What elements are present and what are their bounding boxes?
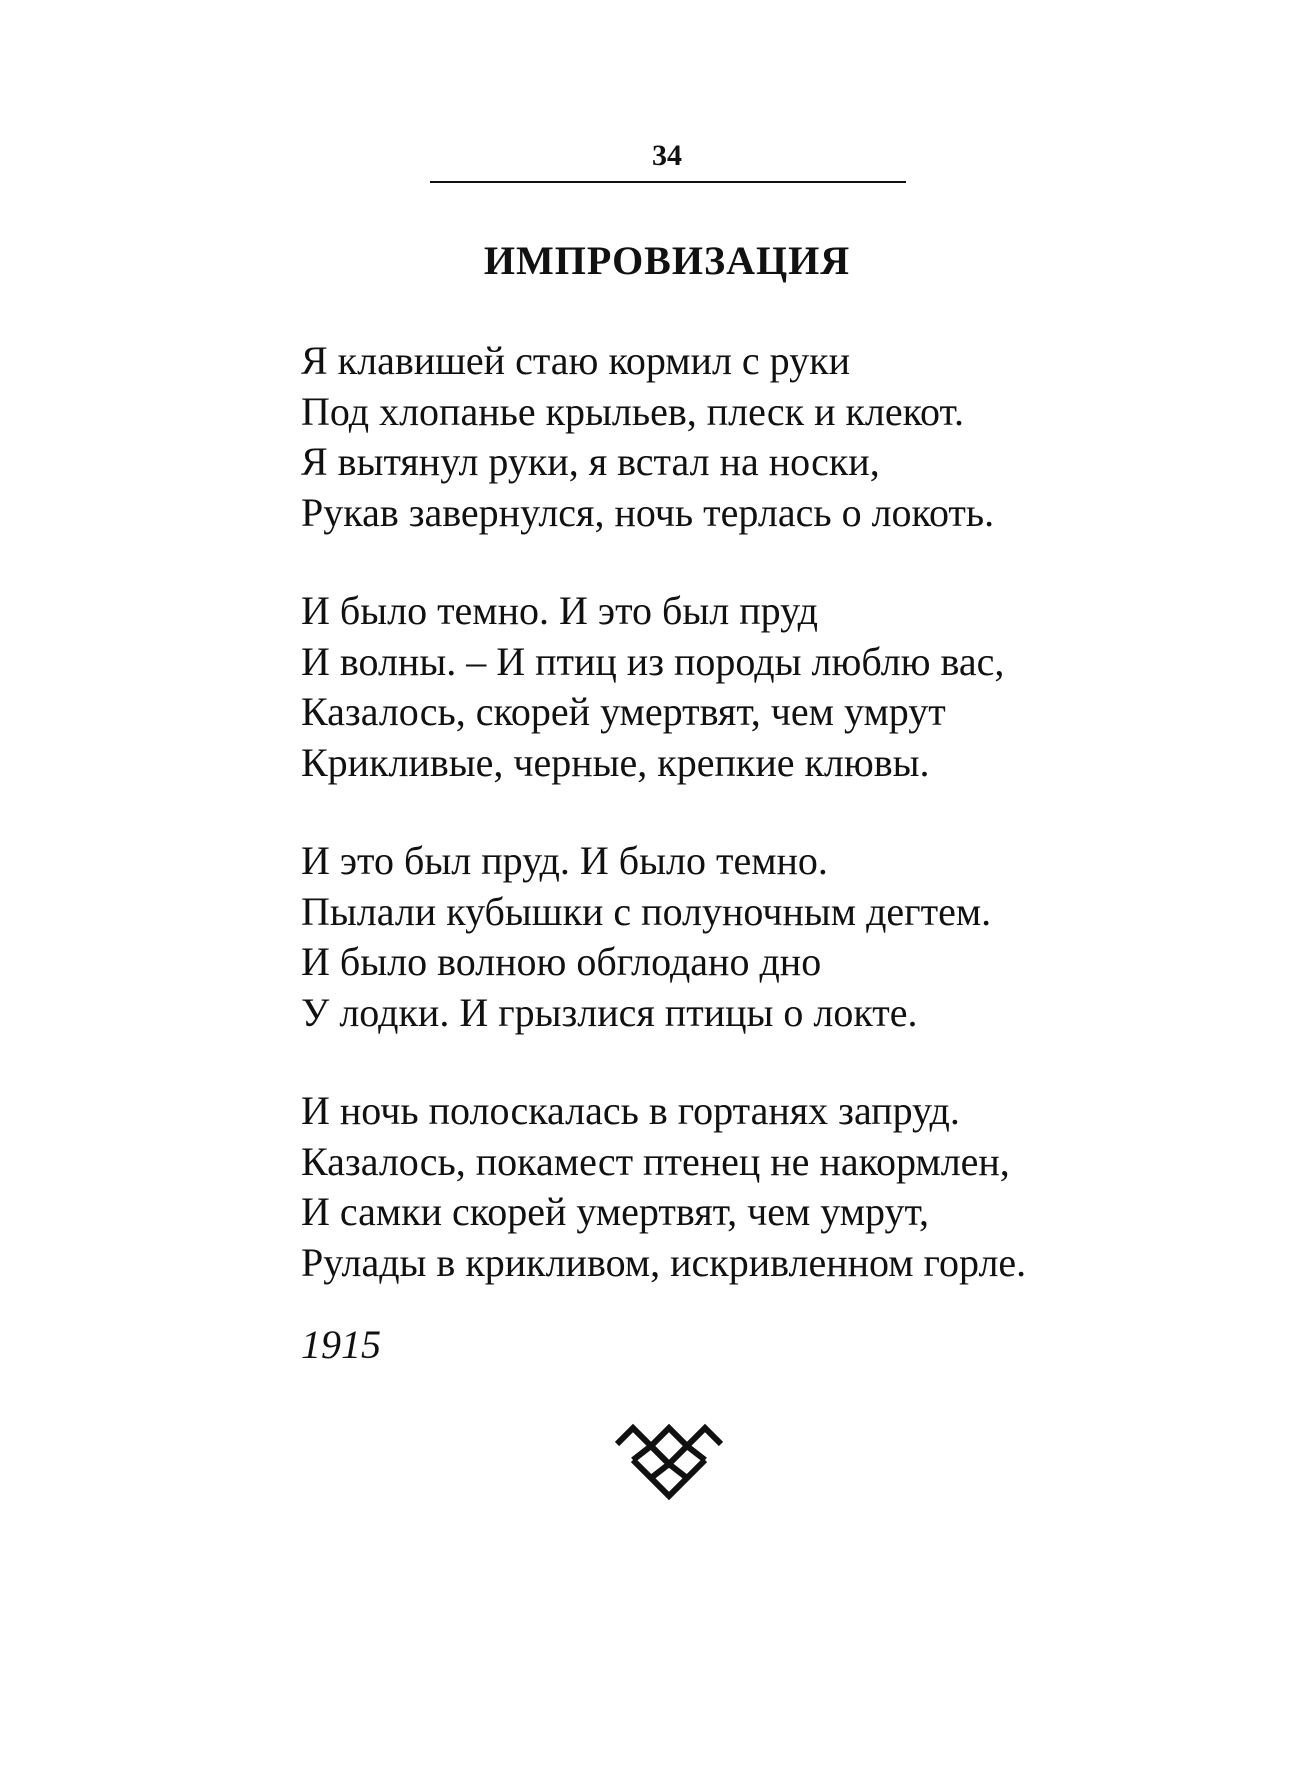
poem-line: Я вытянул руки, я встал на носки,	[301, 439, 880, 484]
stanza-3	[301, 836, 1201, 1038]
poem-body	[301, 336, 1201, 1336]
page-number: 34	[652, 139, 682, 172]
poem-line: Крикливые, черные, крепкие клювы.	[301, 739, 930, 785]
poem-line: Под хлопанье крыльев, плеск и клекот.	[301, 388, 964, 434]
poem-line: Рулады в крикливом, искривленном горле.	[301, 1239, 1027, 1285]
poem-line: У лодки. И грызлися птицы о локте.	[301, 989, 918, 1035]
poem-line: И было волною обглодано дно	[301, 939, 822, 984]
poem-date: 1915	[301, 1322, 381, 1367]
poem-line: Я клавишей стаю кормил с руки	[301, 338, 850, 383]
poem-line: И это был пруд. И было темно.	[301, 838, 828, 883]
poem-title: ИМПРОВИЗАЦИЯ	[483, 238, 851, 283]
header-rule	[430, 181, 906, 183]
poem-line: Казалось, скорей умертвят, чем умрут	[301, 689, 946, 734]
stanza-1	[301, 336, 1201, 538]
poem-line: И ночь полоскалась в гортанях запруд.	[301, 1088, 960, 1133]
stanza-2	[301, 586, 1201, 788]
poem-line: И самки скорей умертвят, чем умрут,	[301, 1189, 929, 1234]
stanza-4	[301, 1086, 1201, 1288]
poem-line: Казалось, покамест птенец не накормлен,	[301, 1138, 1010, 1184]
poem-line: Рукав завернулся, ночь терлась о локоть.	[301, 489, 995, 535]
poem-line: И было темно. И это был пруд	[301, 588, 818, 633]
poem-line: Пылали кубышки с полуночным дегтем.	[301, 888, 992, 934]
knot-ornament-icon	[613, 1418, 725, 1502]
poem-line: И волны. – И птиц из породы люблю вас,	[301, 638, 1005, 684]
